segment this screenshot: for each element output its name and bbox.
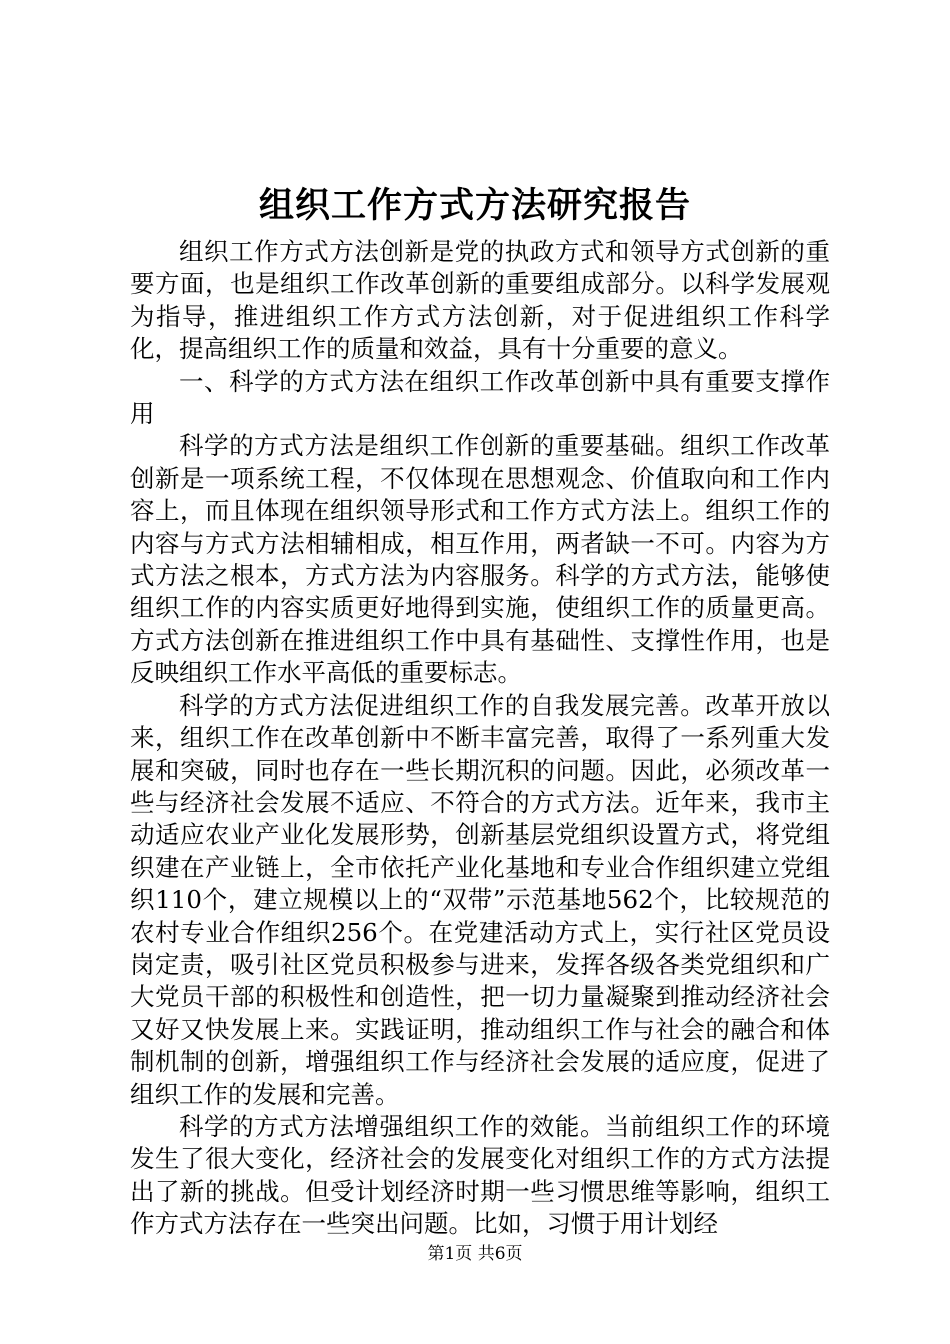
paragraph-intro: 组织工作方式方法创新是党的执政方式和领导方式创新的重要方面，也是组织工作改革创新的重要组成部分。以科学发展观为指导，推进组织工作方式方法创新，对于促进组织工作科学化，提高组织工作的质量和效益，具有十分重要的意义。	[130, 237, 830, 364]
paragraph-efficiency: 科学的方式方法增强组织工作的效能。当前组织工作的环境发生了很大变化，经济社会的发展变化对组织工作的方式方法提出了新的挑战。但受计划经济时期一些习惯思维等影响，组织工作方式方法存在一些突出问题。比如，习惯于用计划经	[130, 1111, 830, 1239]
page-number-footer: 第1页 共6页	[427, 1244, 523, 1264]
paragraph-development: 科学的方式方法促进组织工作的自我发展完善。改革开放以来，组织工作在改革创新中不断丰富完善，取得了一系列重大发展和突破，同时也存在一些长期沉积的问题。因此，必须改革一些与经济社会发展不适应、不符合的方式方法。近年来，我市主动适应农业产业化发展形势，创新基层党组织设置方式，将党组织建在产业链上，全市依托产业化基地和专业合作组织建立党组织110个，建立规模以上的“双带”示范基地562个，比较规范的农村专业合作组织256个。在党建活动方式上，实行社区党员设岗定责，吸引社区党员积极参与进来，发挥各级各类党组织和广大党员干部的积极性和创造性，把一切力量凝聚到推动经济社会又好又快发展上来。实践证明，推动组织工作与社会的融合和体制机制的创新，增强组织工作与经济社会发展的适应度，促进了组织工作的发展和完善。	[130, 690, 830, 1109]
section-heading-1: 一、科学的方式方法在组织工作改革创新中具有重要支撑作用	[130, 366, 830, 429]
page-title: 组织工作方式方法研究报告	[258, 185, 691, 226]
paragraph-foundation: 科学的方式方法是组织工作创新的重要基础。组织工作改革创新是一项系统工程，不仅体现在思想观念、价值取向和工作内容上，而且体现在组织领导形式和工作方式方法上。组织工作的内容与方式方法相辅相成，相互作用，两者缺一不可。内容为方式方法之根本，方式方法为内容服务。科学的方式方法，能够使组织工作的内容实质更好地得到实施，使组织工作的质量更高。方式方法创新在推进组织工作中具有基础性、支撑性作用，也是反映组织工作水平高低的重要标志。	[130, 431, 830, 688]
document-body	[130, 236, 830, 1241]
